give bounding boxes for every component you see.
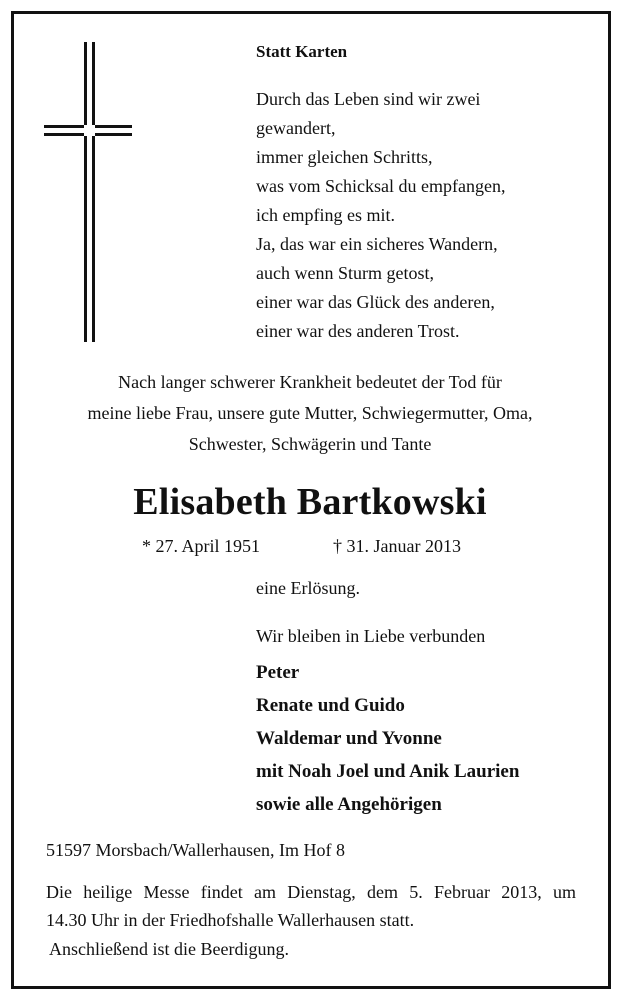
family-member: Renate und Guido [256, 695, 405, 716]
poem-line: Ja, das war ein sicheres Wandern, [256, 234, 498, 254]
family-member: Peter [256, 662, 300, 683]
release-text: eine Erlösung. [256, 578, 360, 598]
poem-line: einer war das Glück des anderen, [256, 292, 495, 312]
death-date: † 31. Januar 2013 [333, 536, 461, 556]
address: 51597 Morsbach/Wallerhausen, Im Hof 8 [46, 840, 345, 860]
poem-line: einer war des anderen Trost. [256, 321, 460, 341]
announcement-line: Schwester, Schwägerin und Tante [188, 434, 432, 454]
poem-line: ich empfing es mit. [256, 205, 395, 225]
poem-line: Durch das Leben sind wir zwei [256, 89, 481, 109]
farewell-text: Wir bleiben in Liebe verbunden [256, 626, 486, 646]
family-member: mit Noah Joel und Anik Laurien [256, 761, 520, 782]
family-member: sowie alle Angehörigen [256, 794, 442, 815]
cross-icon [44, 42, 132, 342]
mass-info-line: 14.30 Uhr in der Friedhofshalle Wallerhausen statt. [46, 910, 415, 930]
birth-date: * 27. April 1951 [142, 536, 261, 556]
burial-info: Anschließend ist die Beerdigung. [49, 939, 289, 959]
announcement-line: Nach langer schwerer Krankheit bedeutet der Tod für [118, 372, 502, 392]
poem-line: gewandert, [256, 118, 336, 138]
mass-info-line: Die heilige Messe findet am Dienstag, dem 5. Februar 2013, um [46, 882, 576, 902]
deceased-name: Elisabeth Bartkowski [133, 481, 487, 523]
family-member: Waldemar und Yvonne [256, 728, 442, 749]
notice-heading: Statt Karten [256, 42, 348, 61]
poem-line: immer gleichen Schritts, [256, 147, 433, 167]
announcement-line: meine liebe Frau, unsere gute Mutter, Schwiegermutter, Oma, [87, 403, 533, 423]
poem-line: was vom Schicksal du empfangen, [256, 176, 506, 196]
poem-line: auch wenn Sturm getost, [256, 263, 434, 283]
